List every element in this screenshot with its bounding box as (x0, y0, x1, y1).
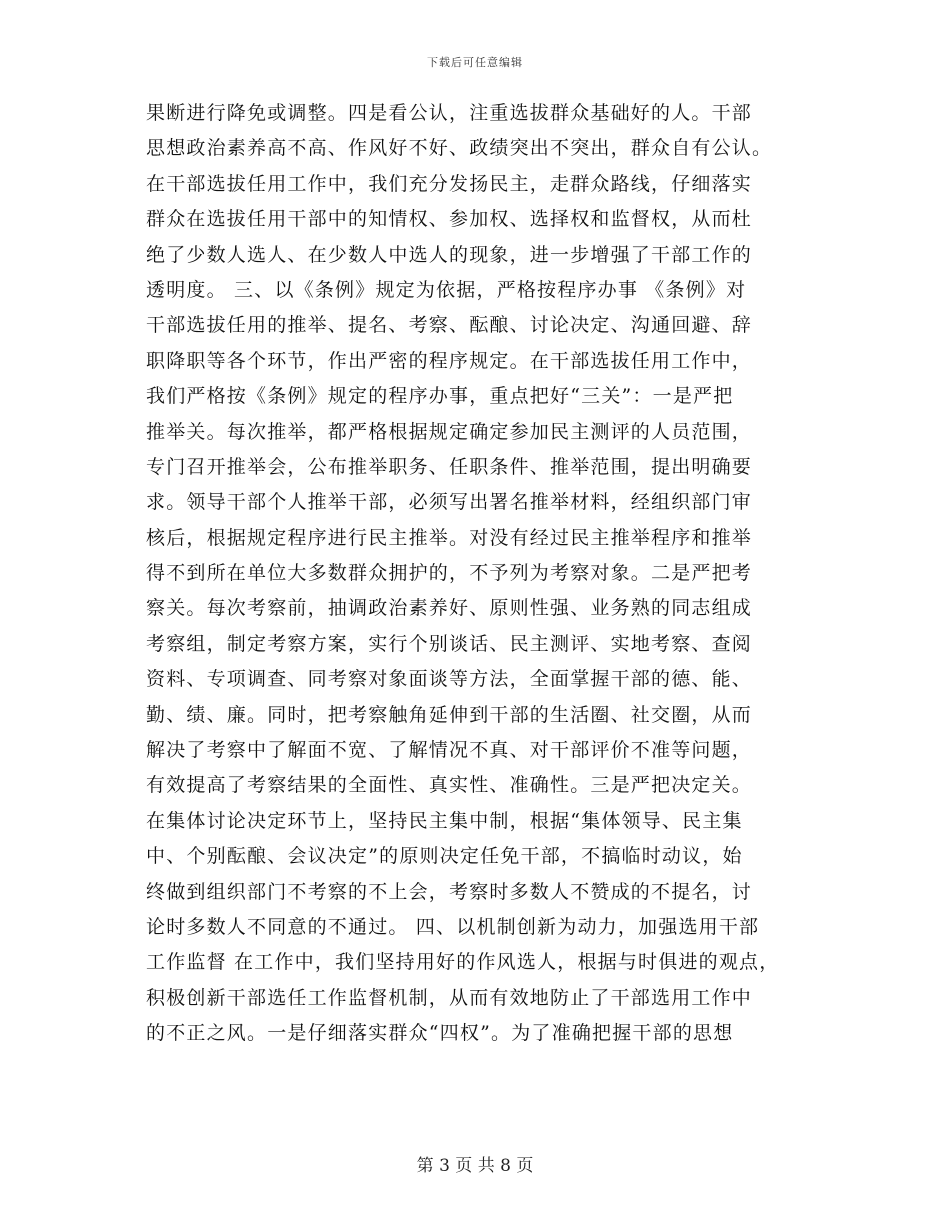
text-line: 中、个别酝酿、会议决定”的原则决定任免干部，不搞临时动议，始 (146, 845, 743, 868)
text-line: 的不正之风。一是仔细落实群众“四权”。为了准确把握干部的思想 (146, 1022, 734, 1045)
text-line: 论时多数人不同意的不通过。 四、以机制创新为动力，加强选用干部 (146, 915, 760, 938)
text-line: 核后，根据规定程序进行民主推举。对没有经过民主推举程序和推举 (146, 526, 753, 549)
page-number-footer: 第 3 页 共 8 页 (416, 1156, 534, 1176)
text-line: 考察组，制定考察方案，实行个别谈话、民主测评、实地考察、查阅 (146, 632, 753, 655)
text-line: 干部选拔任用的推举、提名、考察、酝酿、讨论决定、沟通回避、辞 (146, 314, 753, 337)
text-line: 在集体讨论决定环节上，坚持民主集中制，根据“集体领导、民主集 (146, 809, 743, 832)
text-line: 得不到所在单位大多数群众拥护的，不予列为考察对象。二是严把考 (146, 562, 753, 585)
document-body (146, 96, 826, 1052)
text-line: 终做到组织部门不考察的不上会，考察时多数人不赞成的不提名，讨 (146, 880, 753, 903)
text-line: 我们严格按《条例》规定的程序办事，重点把好“三关”：一是严把 (146, 385, 734, 408)
text-line: 绝了少数人选人、在少数人中选人的现象，进一步增强了干部工作的 (146, 243, 753, 266)
text-line: 推举关。每次推举，都严格根据规定确定参加民主测评的人员范围， (146, 420, 753, 443)
text-line: 求。领导干部个人推举干部，必须写出署名推举材料，经组织部门审 (146, 491, 753, 514)
text-line: 积极创新干部选任工作监督机制，从而有效地防止了干部选用工作中 (146, 986, 753, 1009)
text-line: 透明度。 三、以《条例》规定为依据，严格按程序办事 《条例》对 (146, 278, 747, 301)
text-line: 有效提高了考察结果的全面性、真实性、准确性。三是严把决定关。 (146, 774, 753, 797)
text-line: 职降职等各个环节，作出严密的程序规定。在干部选拔任用工作中， (146, 349, 753, 372)
text-line: 果断进行降免或调整。四是看公认，注重选拔群众基础好的人。干部 (146, 102, 753, 124)
text-line: 察关。每次考察前，抽调政治素养好、原则性强、业务熟的同志组成 (146, 597, 753, 620)
text-line: 专门召开推举会，公布推举职务、任职条件、推举范围，提出明确要 (146, 455, 753, 478)
text-line: 群众在选拔任用干部中的知情权、参加权、选择权和监督权，从而杜 (146, 208, 753, 231)
text-line: 解决了考察中了解面不宽、了解情况不真、对干部评价不准等问题， (146, 739, 753, 762)
text-line: 资料、专项调查、同考察对象面谈等方法，全面掌握干部的德、能、 (146, 668, 753, 691)
text-line: 在干部选拔任用工作中，我们充分发扬民主，走群众路线，仔细落实 (146, 172, 753, 195)
text-line: 勤、绩、廉。同时，把考察触角延伸到干部的生活圈、社交圈，从而 (146, 703, 753, 726)
page-header: 下载后可任意编辑 (427, 56, 523, 69)
text-line: 工作监督 在工作中，我们坚持用好的作风选人，根据与时俱进的观点， (146, 951, 780, 974)
text-line: 思想政治素养高不高、作风好不好、政绩突出不突出，群众自有公认。 (146, 137, 773, 160)
